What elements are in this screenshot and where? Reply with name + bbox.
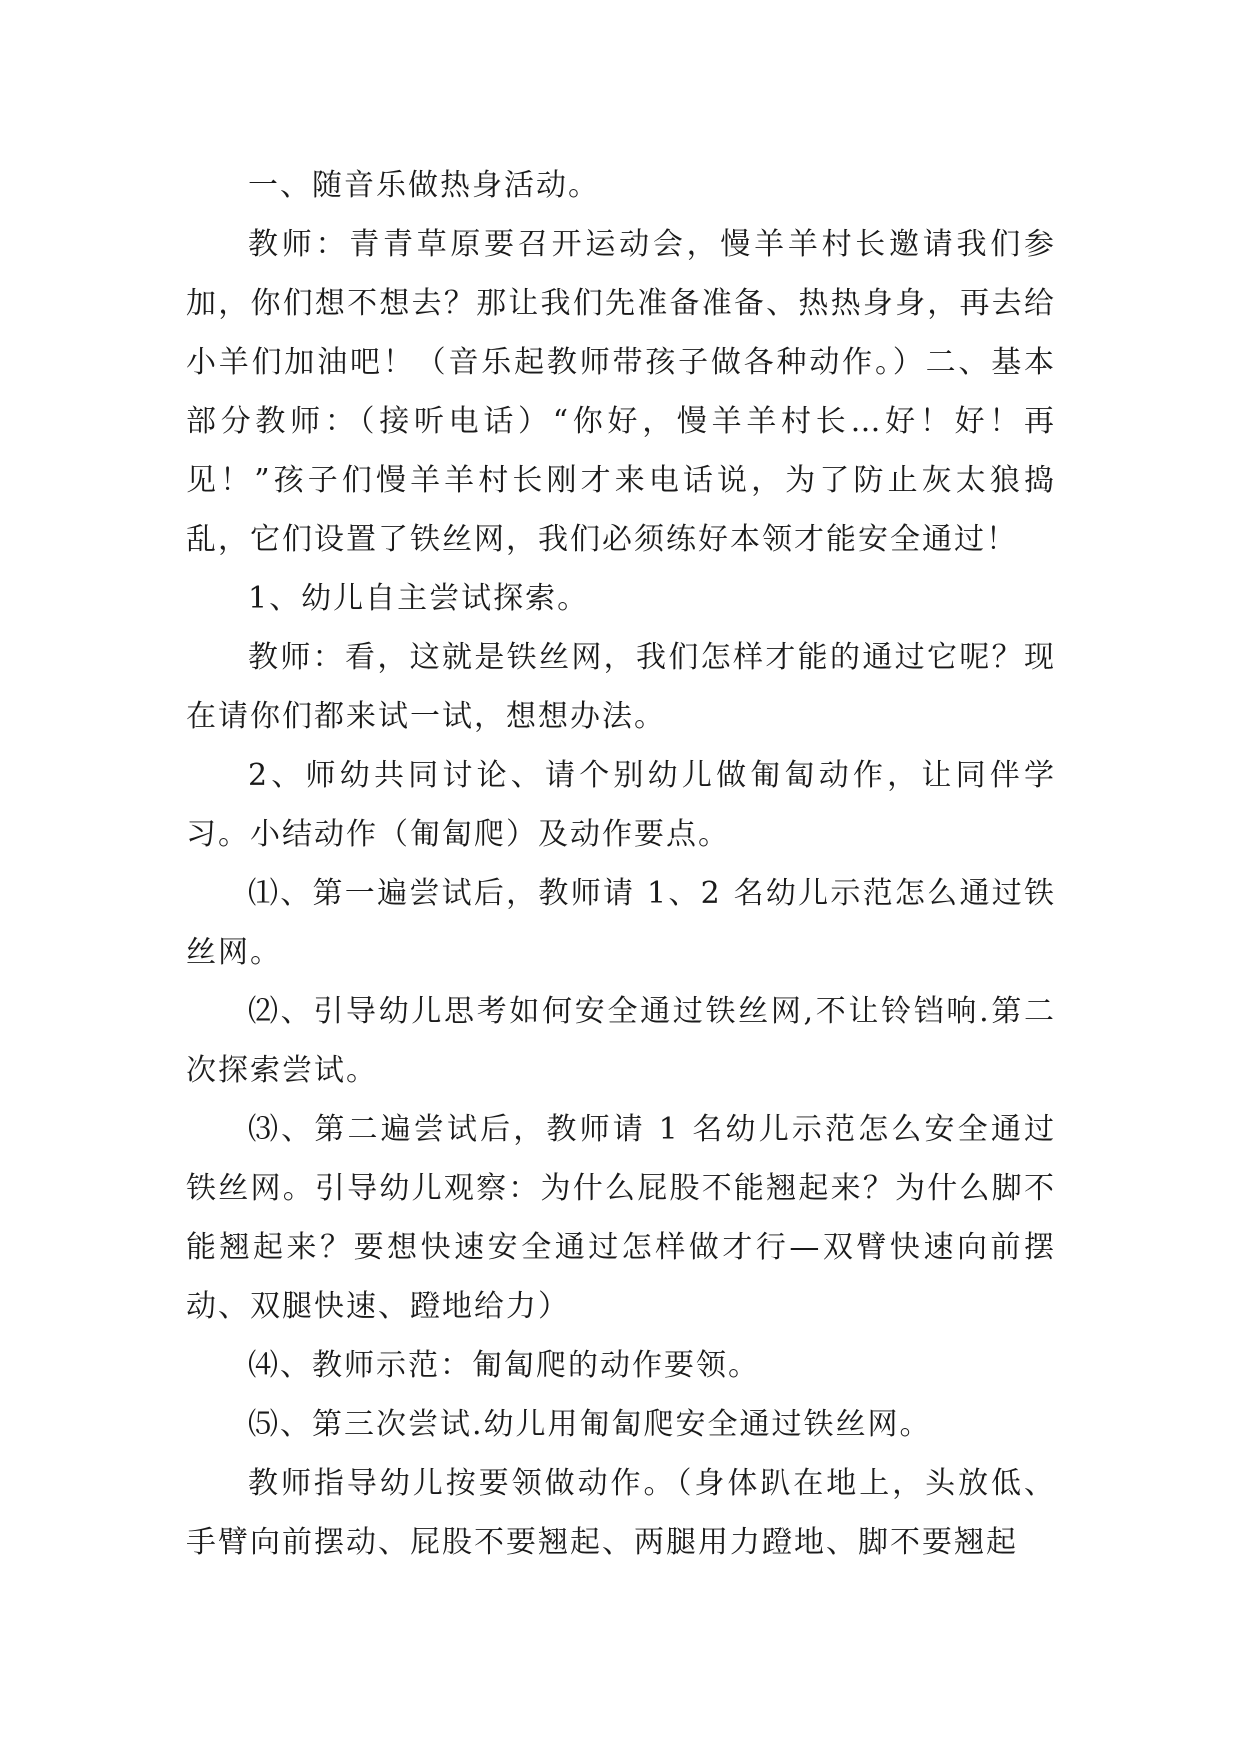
paragraph-substep-2: ⑵、引导幼儿思考如何安全通过铁丝网,不让铃铛响.第二次探索尝试。 [186,994,1056,1088]
paragraph-teacher-intro: 教师：青青草原要召开运动会，慢羊羊村长邀请我们参加，你们想不想去？那让我们先准备准备、热热身身，再去给小羊们加油吧！（音乐起教师带孩子做各种动作。）二、基本部分教师：（接听电话）“你好，慢羊羊村长…好！好！再见！”孩子们慢羊羊村长刚才来电话说，为了防止灰太狼捣乱，它们设置了铁丝网，我们必须练好本领才能安全通过！ [186,227,1056,557]
paragraph-substep-3: ⑶、第二遍尝试后，教师请 1 名幼儿示范怎么安全通过铁丝网。引导幼儿观察：为什么屁股不能翘起来？为什么脚不能翘起来？要想快速安全通过怎样做才行—双臂快速向前摆动、双腿快速、蹬地给力） [186,1112,1056,1324]
document-body [186,156,1056,1572]
paragraph-teacher-guidance: 教师指导幼儿按要领做动作。（身体趴在地上，头放低、手臂向前摆动、屁股不要翘起、两腿用力蹬地、脚不要翘起 [186,1466,1056,1560]
paragraph-warmup-heading: 一、随音乐做热身活动。 [248,168,600,203]
paragraph-substep-1: ⑴、第一遍尝试后，教师请 1、2 名幼儿示范怎么通过铁丝网。 [186,876,1056,970]
paragraph-step-1: 1、幼儿自主尝试探索。 [248,581,590,616]
paragraph-substep-5: ⑸、第三次尝试.幼儿用匍匐爬安全通过铁丝网。 [248,1407,932,1442]
paragraph-teacher-question: 教师：看，这就是铁丝网，我们怎样才能的通过它呢？现在请你们都来试一试，想想办法。 [186,640,1056,734]
paragraph-substep-4: ⑷、教师示范：匍匐爬的动作要领。 [248,1348,760,1383]
paragraph-step-2: 2、师幼共同讨论、请个别幼儿做匍匐动作，让同伴学习。小结动作（匍匐爬）及动作要点。 [186,758,1056,852]
